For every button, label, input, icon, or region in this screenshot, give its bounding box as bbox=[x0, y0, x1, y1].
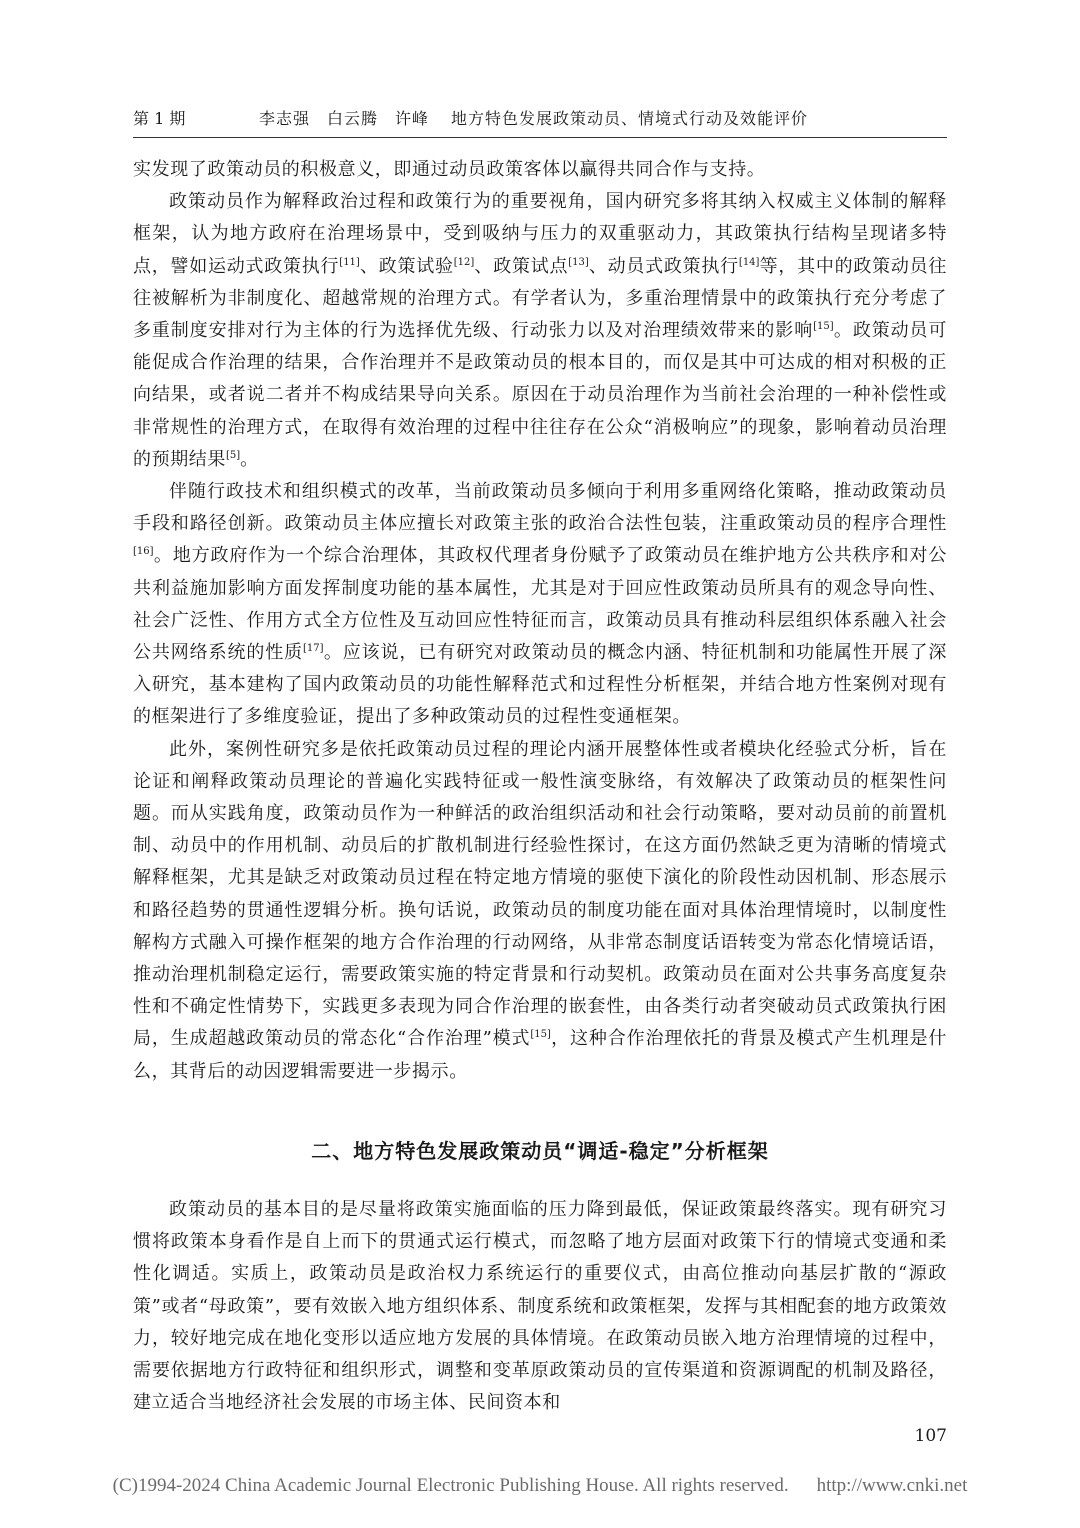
paragraph-text: ，这种合作治理依托的背景及模式产生机理是什么，其背后的动因逻辑需要进一步揭示。 bbox=[133, 1028, 947, 1082]
paragraph-text: 。应该说，已有研究对政策动员的概念内涵、特征机制和功能属性开展了深入研究，基本建构了国内政策动员的功能性解释范式和过程性分析框架，并结合地方性案例对现有的框架进行了多维度验证，提出了多种政策动员的过程性变通框架。 bbox=[133, 642, 947, 728]
paragraph-text: 此外，案例性研究多是依托政策动员过程的理论内涵开展整体性或者模块化经验式分析，旨在论证和阐释政策动员理论的普遍化实践特征或一般性演变脉络，有效解决了政策动员的框架性问题。而从实践角度，政策动员作为一种鲜活的政治组织活动和社会行动策略，要对动员前的前置机制、动员中的作用机制、动员后的扩散机制进行经验性探讨，在这方面仍然缺乏更为清晰的情境式解释框架，尤其是缺乏对政策动员过程在特定地方情境的驱使下演化的阶段性动因机制、形态展示和路径趋势的贯通性逻辑分析。换句话说，政策动员的制度功能在面对具体治理情境时，以制度性解构方式融入可操作框架的地方合作治理的行动网络，从非常态制度话语转变为常态化情境话语，推动治理机制稳定运行，需要政策实施的特定背景和行动契机。政策动员在面对公共事务高度复杂性和不确定性情势下，实践更多表现为同合作治理的嵌套性，由各类行动者突破动员式政策执行困局，生成超越政策动员的常态化“合作治理”模式 bbox=[133, 738, 947, 1050]
paragraph-text: 。政策动员可能促成合作治理的结果，合作治理并不是政策动员的根本目的，而仅是其中可达成的相对积极的正向结果，或者说二者并不构成结果导向关系。原因在于动员治理作为当前社会治理的一种补偿性或非常规性的治理方式，在取得有效治理的过程中往往存在公众“消极响应”的现象，影响着动员治理的预期结果 bbox=[133, 320, 947, 470]
paragraph-text: 。 bbox=[240, 448, 259, 470]
body-text-section-2 bbox=[133, 1194, 947, 1419]
citation-ref[interactable]: [13] bbox=[568, 256, 589, 268]
paragraph bbox=[133, 734, 947, 1088]
copyright-line bbox=[0, 1473, 1080, 1499]
paragraph-text: 政策动员作为解释政治过程和政策行为的重要视角，国内研究多将其纳入权威主义体制的解释框架，认为地方政府在治理场景中，受到吸纳与压力的双重驱动力，其政策执行结构呈现诸多特点，譬如运动式政策执行 bbox=[133, 191, 947, 277]
citation-ref[interactable]: [11] bbox=[339, 256, 360, 268]
section-heading: 二、地方特色发展政策动员“调适-稳定”分析框架 bbox=[311, 1139, 769, 1163]
running-head-title: 地方特色发展政策动员、情境式行动及效能评价 bbox=[451, 109, 809, 128]
body-text bbox=[133, 154, 947, 1088]
paragraph-text: 伴随行政技术和组织模式的改革，当前政策动员多倾向于利用多重网络化策略，推动政策动员手段和路径创新。政策动员主体应擅长对政策主张的政治合法性包装，注重政策动员的程序合理性 bbox=[133, 481, 947, 535]
page-number: 107 bbox=[914, 1426, 947, 1446]
citation-ref[interactable]: [15] bbox=[813, 321, 834, 333]
running-head-authors: 李志强 白云腾 许峰 bbox=[259, 109, 430, 128]
citation-ref[interactable]: [12] bbox=[453, 256, 475, 268]
header-rule bbox=[133, 137, 947, 138]
paragraph-text: 、动员式政策执行 bbox=[588, 255, 739, 277]
paragraph-text: 政策动员的基本目的是尽量将政策实施面临的压力降到最低，保证政策最终落实。现有研究习惯将政策本身看作是自上而下的贯通式运行模式，而忽略了地方层面对政策下行的情境式变通和柔性化调适。实质上，政策动员是政治权力系统运行的重要仪式，由高位推动向基层扩散的“源政策”或者“母政策”，要有效嵌入地方组织体系、制度系统和政策框架，发挥与其相配套的地方政策效力，较好地完成在地化变形以适应地方发展的具体情境。在政策动员嵌入地方治理情境的过程中，需要依据地方行政特征和组织形式，调整和变革原政策动员的宣传渠道和资源调配的机制及路径，建立适合当地经济社会发展的市场主体、民间资本和 bbox=[133, 1199, 947, 1414]
paragraph bbox=[133, 154, 947, 186]
paragraph-text: 等，其中的政策动员往往被解析为非制度化、超越常规的治理方式。有学者认为，多重治理情景中的政策执行充分考虑了多重制度安排对行为主体的行为选择优先级、行动张力以及对治理绩效带来的影响 bbox=[133, 255, 947, 342]
citation-ref[interactable]: [15] bbox=[530, 1029, 551, 1041]
citation-ref[interactable]: [14] bbox=[738, 256, 760, 268]
paragraph-text: 实发现了政策动员的积极意义，即通过动员政策客体以赢得共同合作与支持。 bbox=[133, 159, 766, 180]
paragraph bbox=[133, 1194, 947, 1419]
running-head bbox=[133, 104, 943, 134]
citation-ref[interactable]: [5] bbox=[226, 449, 241, 461]
paragraph-text: 、政策试验 bbox=[359, 255, 454, 277]
copyright-text: (C)1994-2024 China Academic Journal Electronic Publishing House. All rights reserved. bbox=[112, 1475, 789, 1496]
citation-ref[interactable]: [16] bbox=[133, 546, 154, 558]
paragraph bbox=[133, 476, 947, 734]
paragraph-text: 。地方政府作为一个综合治理体，其政权代理者身份赋予了政策动员在维护地方公共秩序和对公共利益施加影响方面发挥制度功能的基本属性，尤其是对于回应性政策动员所具有的观念导向性、社会广泛性、作用方式全方位性及互动回应性特征而言，政策动员具有推动科层组织体系融入社会公共网络系统的性质 bbox=[133, 545, 947, 664]
paragraph bbox=[133, 186, 947, 476]
issue-number: 第 1 期 bbox=[133, 109, 186, 128]
citation-ref[interactable]: [17] bbox=[303, 643, 324, 655]
paragraph-text: 、政策试点 bbox=[474, 255, 569, 277]
publisher-url[interactable]: http://www.cnki.net bbox=[816, 1475, 968, 1496]
